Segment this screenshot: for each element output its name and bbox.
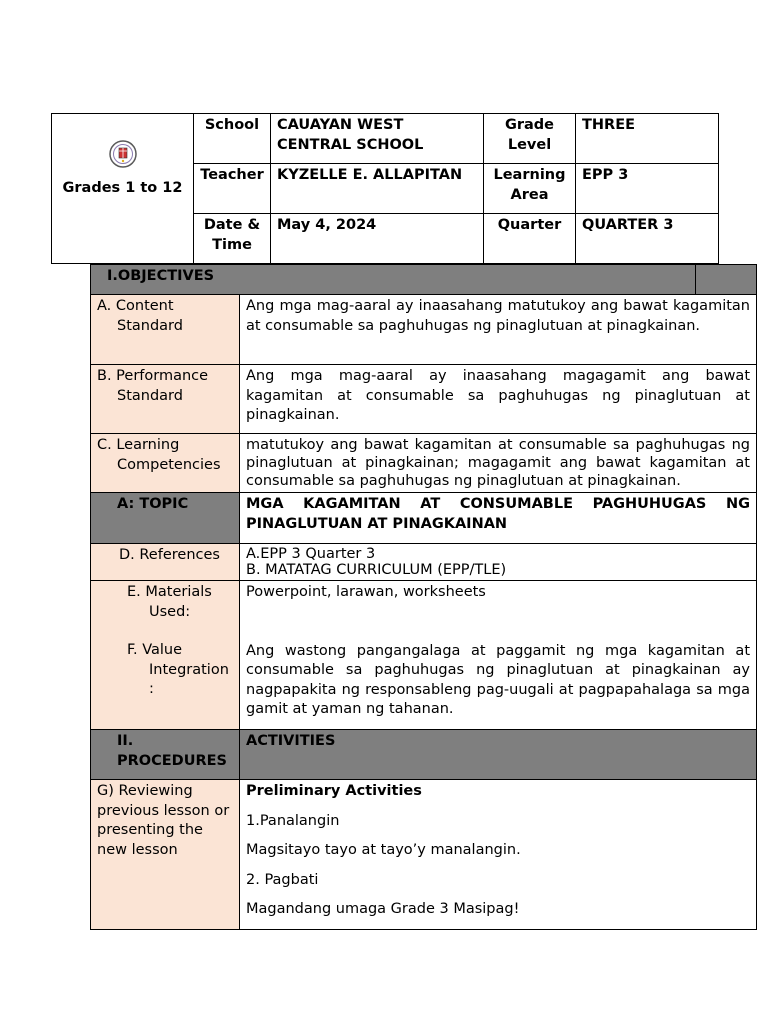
content-standard-text: Ang mga mag-aaral ay inaasahang matutukoy ang bawat kagamitan at consumable sa paghuhugas ng pinaglutuan at pinagkainan. — [240, 295, 757, 365]
competencies-label: C. Learning Competencies — [91, 434, 240, 493]
grades-label: Grades 1 to 12 — [62, 180, 183, 196]
references-line-1: A.EPP 3 Quarter 3 — [246, 546, 376, 562]
lesson-plan-table — [90, 264, 757, 930]
grade-level-label: Grade Level — [484, 114, 576, 164]
values-label: F. Value Integration : — [127, 642, 229, 697]
pagbati-item: 2. Pagbati — [246, 871, 319, 888]
date-time-value: May 4, 2024 — [271, 214, 484, 264]
references-line-2: B. MATATAG CURRICULUM (EPP/TLE) — [246, 562, 507, 578]
materials-label: E. Materials Used: — [127, 584, 212, 620]
teacher-value: KYZELLE E. ALLAPITAN — [271, 164, 484, 214]
objectives-title: I.OBJECTIVES — [91, 265, 696, 295]
deped-seal-icon — [108, 139, 138, 169]
date-time-label: Date & Time — [194, 214, 271, 264]
learning-area-value: EPP 3 — [576, 164, 719, 214]
grade-level-value: THREE — [576, 114, 719, 164]
references-cell — [240, 544, 757, 581]
materials-values-cell — [240, 581, 757, 730]
materials-text: Powerpoint, larawan, worksheets — [246, 584, 486, 600]
grades-cell — [52, 114, 194, 264]
panalangin-text: Magsitayo tayo at tayo’y manalangin. — [246, 842, 521, 858]
school-value: CAUAYAN WEST CENTRAL SCHOOL — [271, 114, 484, 164]
preliminary-heading: Preliminary Activities — [246, 783, 422, 799]
competencies-text: matutukoy ang bawat kagamitan at consumable sa paghuhugas ng pinaglutuan at pinagkainan; magagamit ang bawat kagamitan at consumable sa paghuhugas ng pinaglutuan at pinagkainan. — [240, 434, 757, 493]
review-cell — [240, 780, 757, 930]
procedures-label: II. PROCEDURES — [91, 730, 240, 780]
topic-text: MGA KAGAMITAN AT CONSUMABLE PAGHUHUGAS NG PINAGLUTUAN AT PINAGKAINAN — [240, 493, 757, 544]
references-label: D. References — [91, 544, 240, 581]
performance-standard-label: B. Performance Standard — [91, 365, 240, 434]
school-label: School — [194, 114, 271, 164]
activities-label: ACTIVITIES — [240, 730, 757, 780]
objectives-title-extra — [696, 265, 757, 295]
materials-values-labels — [91, 581, 240, 730]
pagbati-text: Magandang umaga Grade 3 Masipag! — [246, 901, 520, 917]
performance-standard-text: Ang mga mag-aaral ay inaasahang magagamit ang bawat kagamitan at consumable sa paghuhugas ng pinaglutuan at pinagkainan. — [240, 365, 757, 434]
learning-area-label: Learning Area — [484, 164, 576, 214]
header-table — [51, 113, 719, 264]
content-standard-label: A. Content Standard — [91, 295, 240, 365]
quarter-value: QUARTER 3 — [576, 214, 719, 264]
values-text: Ang wastong pangangalaga at paggamit ng mga kagamitan at consumable sa paghuhugas ng pinaglutuan at pinagkainan ay nagpapakita ng responsableng pag-uugali at pagpapahalaga sa mga gamit at yaman ng tahanan. — [246, 642, 750, 717]
teacher-label: Teacher — [194, 164, 271, 214]
quarter-label: Quarter — [484, 214, 576, 264]
review-label: G) Reviewing previous lesson or presenting the new lesson — [91, 780, 240, 930]
panalangin-item: 1.Panalangin — [246, 812, 340, 829]
topic-label: A: TOPIC — [91, 493, 240, 544]
